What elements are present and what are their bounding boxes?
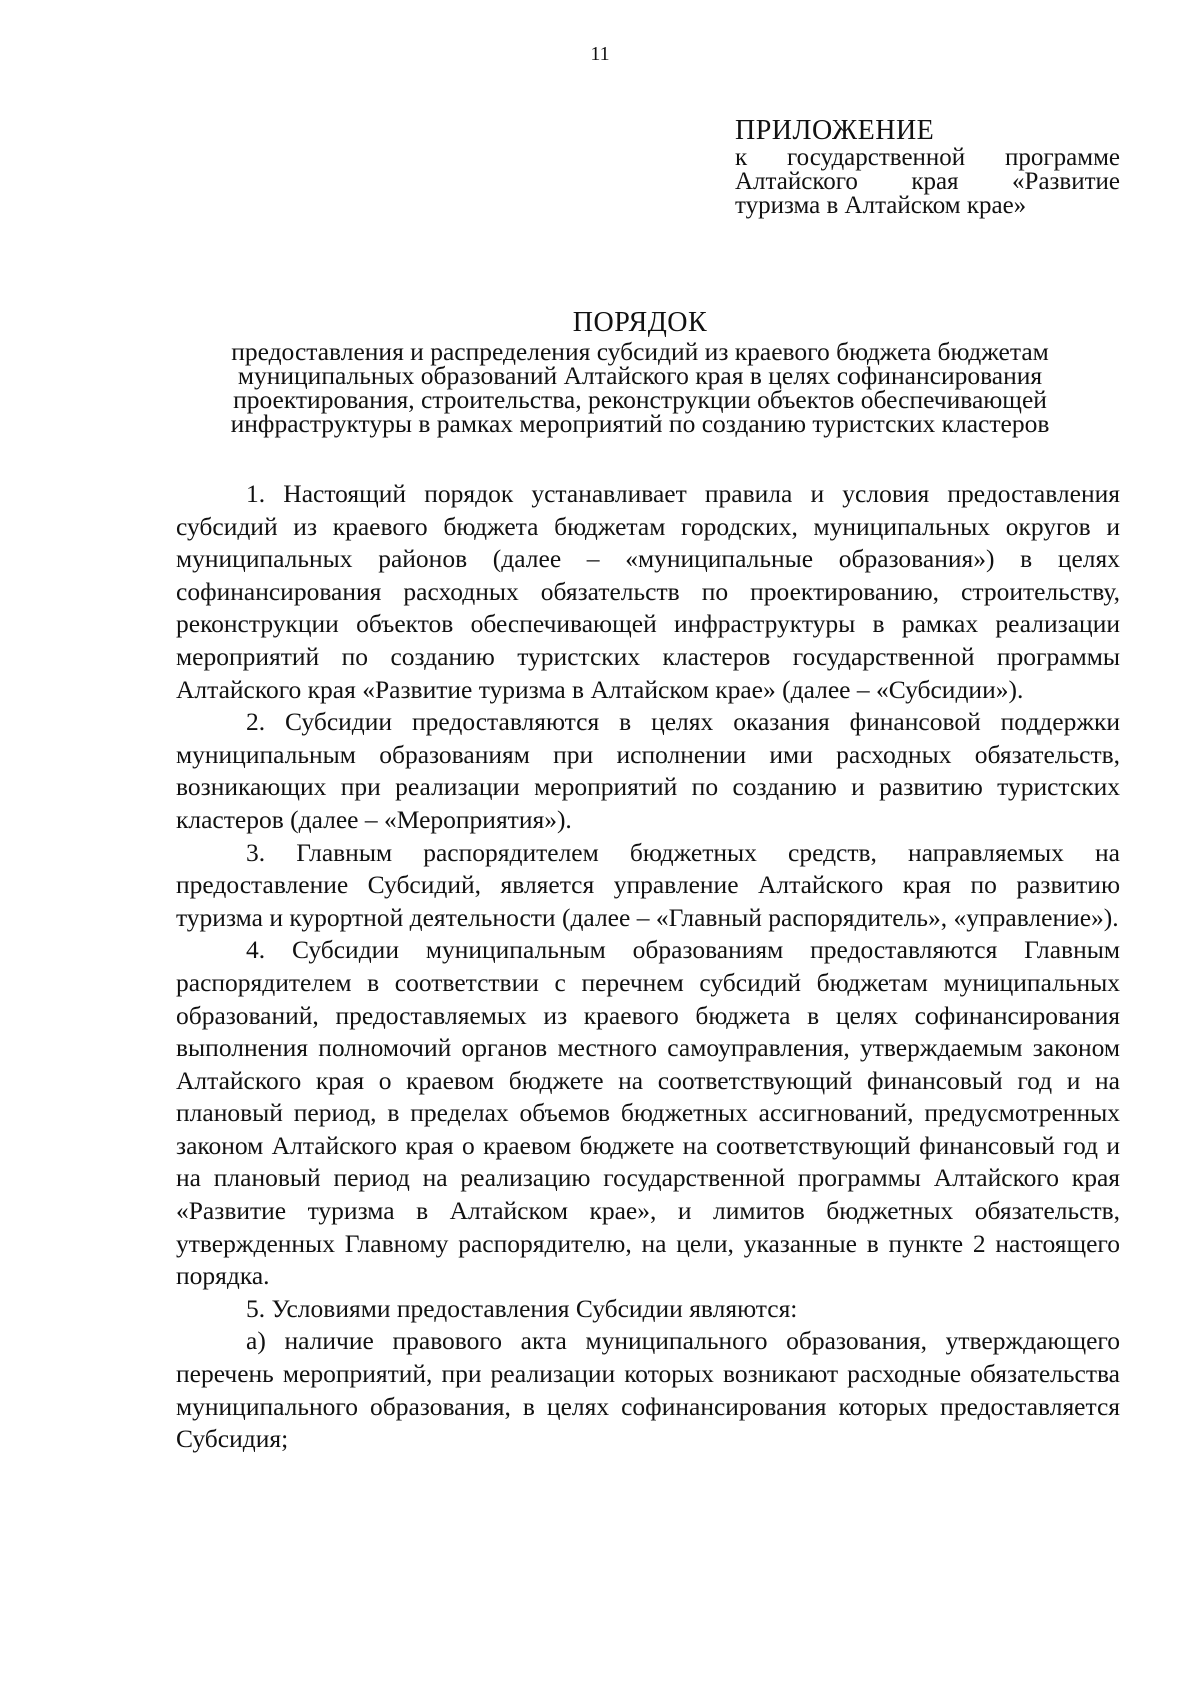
- document-title: ПОРЯДОК: [572, 307, 708, 338]
- document-subtitle: [150, 337, 1130, 438]
- paragraph: 3. Главным распорядителем бюджетных средств, направляемых на предоставление Субсидий, является управление Алтайского края по развитию туризма и курортной деятельности (далее – «Главный распорядитель», «управление»).: [176, 837, 1120, 932]
- paragraph: 2. Субсидии предоставляются в целях оказания финансовой поддержки муниципальным образованиям при исполнении ими расходных обязательств, возникающих при реализации мероприятий по созданию и развитию туристских кластеров (далее – «Мероприятия»).: [176, 707, 1120, 834]
- paragraph: 1. Настоящий порядок устанавливает правила и условия предоставления субсидий из краевого бюджета бюджетам городских, муниципальных округов и муниципальных районов (далее – «муниципальные образования») в целях софинансирования расходных обязательств по проектированию, строительству, реконструкции объектов обеспечивающей инфраструктуры в рамках реализации мероприятий по созданию туристских кластеров государственной программы Алтайского края «Развитие туризма в Алтайском крае» (далее – «Субсидии»).: [176, 479, 1120, 704]
- paragraph: а) наличие правового акта муниципального образования, утверждающего перечень мероприятий, при реализации которых возникают расходные обязательства муниципального образования, в целях софинансирования которых предоставляется Субсидия;: [176, 1326, 1120, 1454]
- appendix-line: к государственной программе: [735, 144, 1120, 171]
- appendix-block: [735, 116, 1120, 218]
- subtitle-line: муниципальных образований Алтайского края в целях софинансирования: [237, 361, 1043, 390]
- paragraph: 4. Субсидии муниципальным образованиям предоставляются Главным распорядителем в соответствии с перечнем субсидий бюджетам муниципальных образований, предоставляемых из краевого бюджета в целях софинансирования выполнения полномочий органов местного самоуправления, утверждаемым законом Алтайского края о краевом бюджете на соответствующий финансовый год и на плановый период, в пределах объемов бюджетных ассигнований, предусмотренных законом Алтайского края о краевом бюджете на соответствующий финансовый год и на плановый период на реализацию государственной программы Алтайского края «Развитие туризма в Алтайском крае», и лимитов бюджетных обязательств, утвержденных Главному распорядителю, на цели, указанные в пункте 2 настоящего порядка.: [176, 935, 1120, 1291]
- subtitle-line: инфраструктуры в рамках мероприятий по созданию туристских кластеров: [230, 409, 1050, 438]
- page-number: 11: [590, 43, 610, 65]
- appendix-title: ПРИЛОЖЕНИЕ: [735, 115, 935, 146]
- appendix-line: Алтайского края «Развитие: [735, 168, 1120, 195]
- subtitle-line: предоставления и распределения субсидий из краевого бюджета бюджетам: [231, 337, 1049, 366]
- appendix-line: туризма в Алтайском крае»: [735, 192, 1027, 219]
- document-body: [176, 478, 1120, 1456]
- paragraph: 5. Условиями предоставления Субсидии являются:: [246, 1293, 798, 1323]
- subtitle-line: проектирования, строительства, реконструкции объектов обеспечивающей: [233, 385, 1047, 414]
